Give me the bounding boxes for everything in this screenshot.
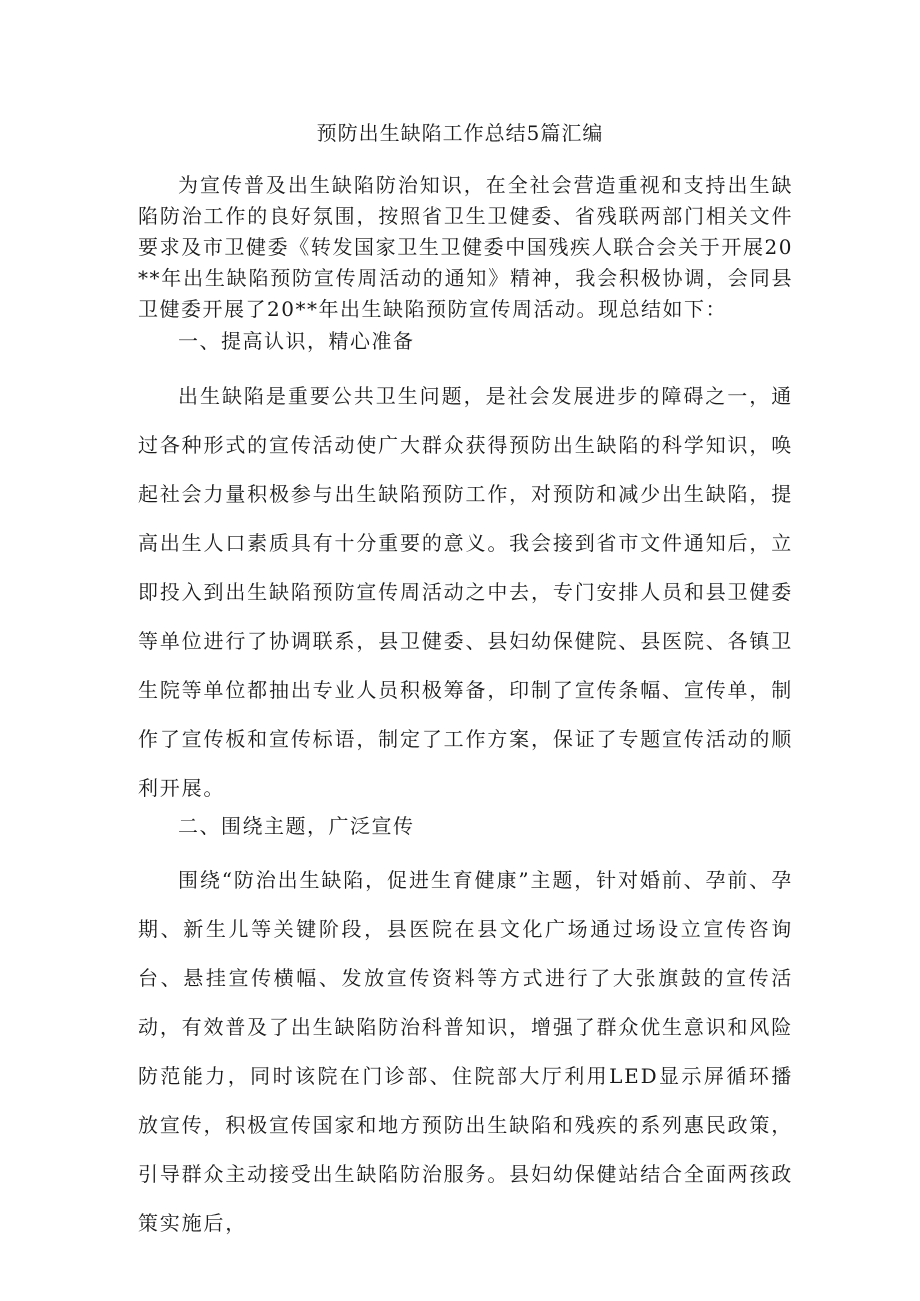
intro-paragraph: 为宣传普及出生缺陷防治知识，在全社会营造重视和支持出生缺陷防治工作的良好氛围，按照省卫生卫健委、省残联两部门相关文件要求及市卫健委《转发国家卫生卫健委中国残疾人联合会关于开展20**年出生缺陷预防宣传周活动的通知》精神，我会积极协调，会同县卫健委开展了20**年出生缺陷预防宣传周活动。现总结如下：	[138, 173, 793, 321]
section-2-heading: 二、围绕主题，广泛宣传	[178, 814, 415, 838]
section-1-body: 出生缺陷是重要公共卫生问题，是社会发展进步的障碍之一，通过各种形式的宣传活动使广大群众获得预防出生缺陷的科学知识，唤起社会力量积极参与出生缺陷预防工作，对预防和减少出生缺陷，提高出生人口素质具有十分重要的意义。我会接到省市文件通知后，立即投入到出生缺陷预防宣传周活动之中去，专门安排人员和县卫健委等单位进行了协调联系，县卫健委、县妇幼保健院、县医院、各镇卫生院等单位都抽出专业人员积极筹备，印制了宣传条幅、宣传单，制作了宣传板和宣传标语，制定了工作方案，保证了专题宣传活动的顺利开展。	[138, 384, 793, 800]
section-2-body: 围绕“防治出生缺陷，促进生育健康”主题，针对婚前、孕前、孕期、新生儿等关键阶段，县医院在县文化广场通过场设立宣传咨询台、悬挂宣传横幅、发放宣传资料等方式进行了大张旗鼓的宣传活动，有效普及了出生缺陷防治科普知识，增强了群众优生意识和风险防范能力，同时该院在门诊部、住院部大厅利用LED显示屏循环播放宣传，积极宣传国家和地方预防出生缺陷和残疾的系列惠民政策，引导群众主动接受出生缺陷防治服务。县妇幼保健站结合全面两孩政策实施后，	[138, 868, 793, 1235]
document-title: 预防出生缺陷工作总结5篇汇编	[316, 121, 604, 145]
section-1-heading: 一、提高认识，精心准备	[178, 329, 415, 353]
